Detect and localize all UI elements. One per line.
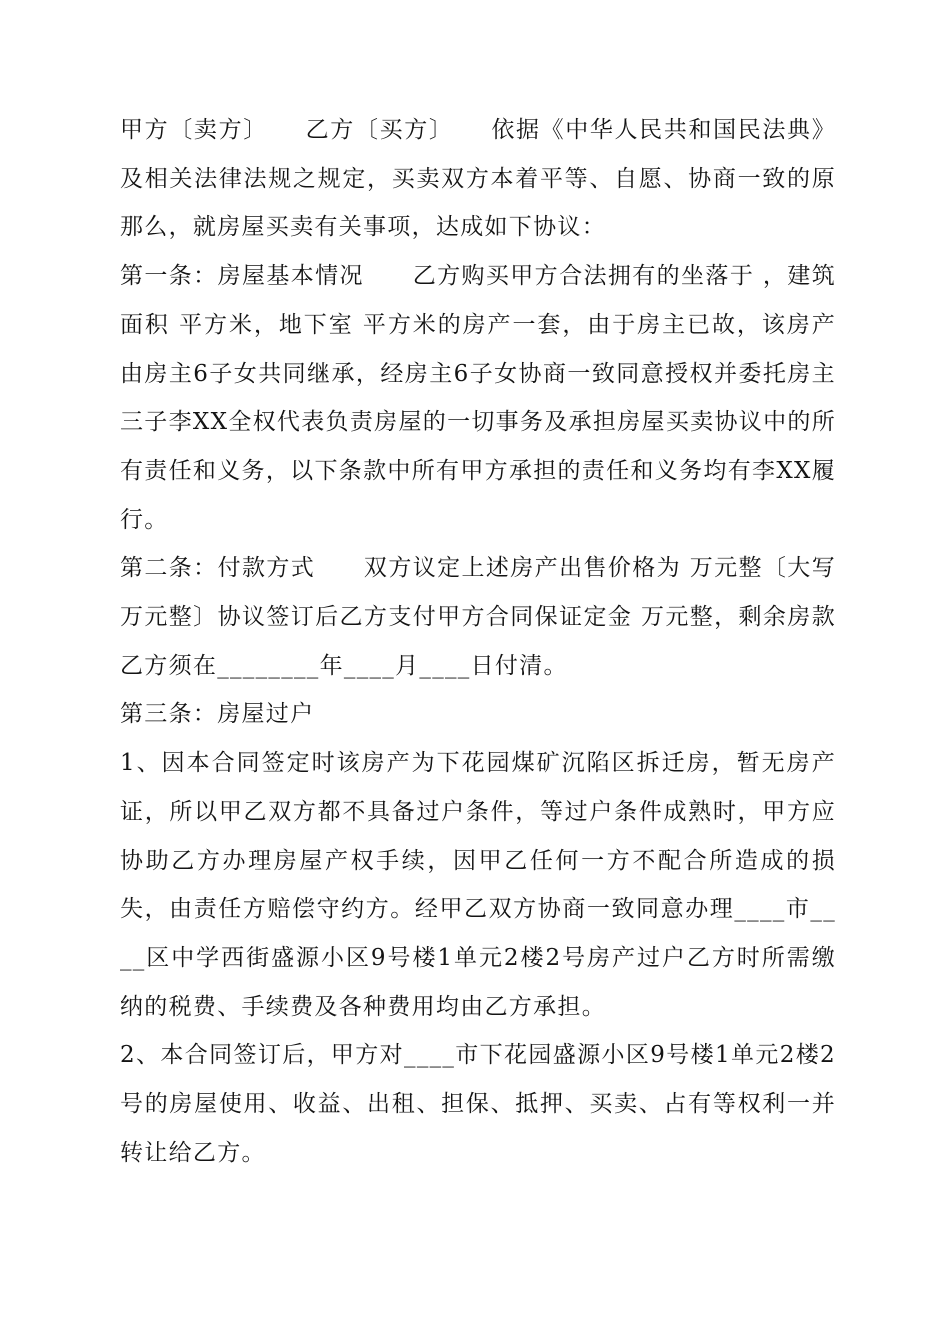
paragraph-article-3-item-2: 2、本合同签订后，甲方对____市下花园盛源小区9号楼1单元2楼2号的房屋使用、收益、出租、担保、抵押、买卖、占有等权利一并转让给乙方。 [120,1042,836,1166]
paragraph-article-3-heading: 第三条：房屋过户 [120,701,315,728]
document-page [120,106,836,1177]
paragraph-article-3-item-1: 1、因本合同签定时该房产为下花园煤矿沉陷区拆迁房，暂无房产证，所以甲乙双方都不具备过户条件，等过户条件成熟时，甲方应协助乙方办理房屋产权手续，因甲乙任何一方不配合所造成的损失，由责任方赔偿守约方。经甲乙双方协商一致同意办理____市____区中学西街盛源小区9号楼1单元2楼2号房产过户乙方时所需缴纳的税费、手续费及各种费用均由乙方承担。 [120,750,836,1020]
paragraph-preamble: 甲方〔卖方〕 乙方〔买方〕 依据《中华人民共和国民法典》及相关法律法规之规定，买卖双方本着平等、自愿、协商一致的原那么，就房屋买卖有关事项，达成如下协议： [120,117,836,241]
paragraph-article-2: 第二条：付款方式 双方议定上述房产出售价格为 万元整〔大写 万元整〕协议签订后乙方支付甲方合同保证定金 万元整，剩余房款乙方须在________年____月____日付清。 [120,555,836,679]
paragraph-article-1: 第一条：房屋基本情况 乙方购买甲方合法拥有的坐落于 ，建筑面积 平方米，地下室 平方米的房产一套，由于房主已故，该房产由房主6子女共同继承，经房主6子女协商一致同意授权并委托房主三子李XX全权代表负责房屋的一切事务及承担房屋买卖协议中的所有责任和义务，以下条款中所有甲方承担的责任和义务均有李XX履行。 [120,263,836,533]
